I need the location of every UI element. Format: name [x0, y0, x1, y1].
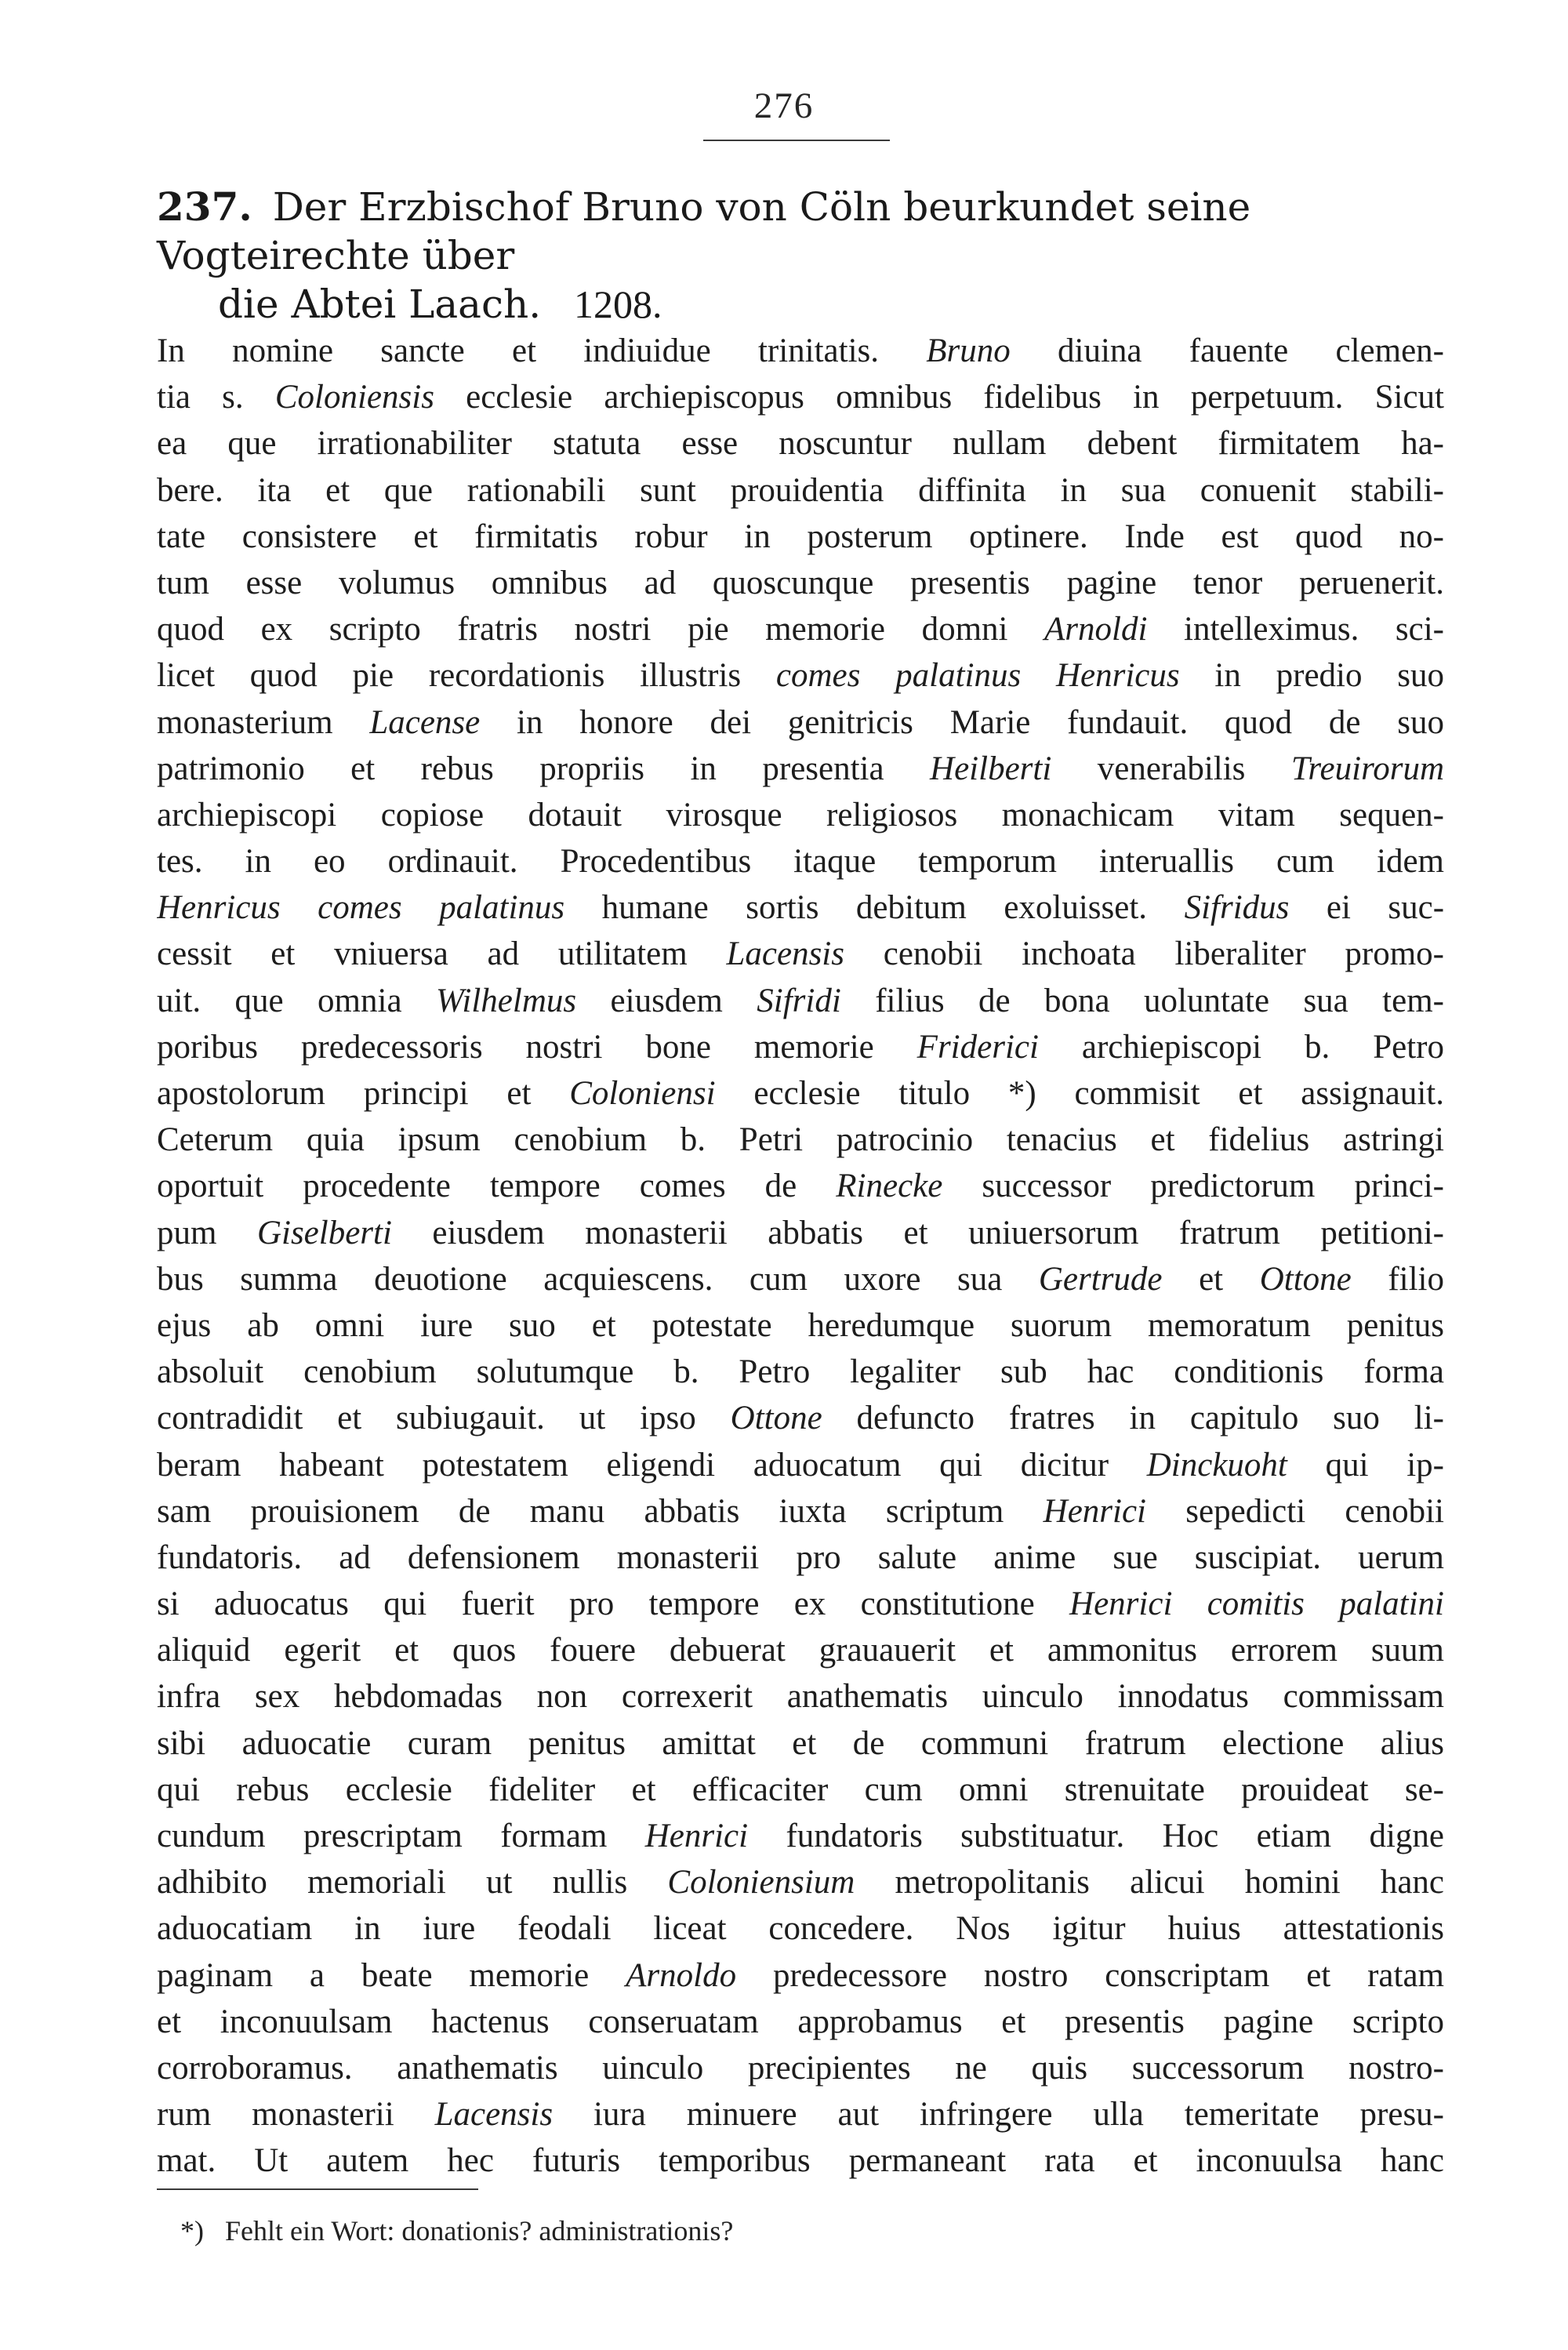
- footnote-rule: [157, 2188, 478, 2190]
- text-line: oportuit procedente tempore comes de Rinecke successor predictorum princi-: [157, 1168, 1444, 1205]
- italic-name: Arnoldo: [626, 1956, 737, 1994]
- footnote-text: Fehlt ein Wort: donationis? administrationis?: [225, 2215, 734, 2246]
- heading-line-2-wrap: [157, 280, 1443, 329]
- italic-name: Ottone: [1259, 1260, 1352, 1298]
- text-line: In nomine sancte et indiuidue trinitatis. Bruno diuina fauente clemen-: [157, 332, 1444, 369]
- italic-name: Friderici: [916, 1028, 1039, 1066]
- text-line: et inconuulsam hactenus conseruatam approbamus et presentis pagine scripto: [157, 2003, 1444, 2040]
- document-year: 1208.: [574, 282, 662, 326]
- text-line: qui rebus ecclesie fideliter et efficaciter cum omni strenuitate prouideat se-: [157, 1771, 1444, 1808]
- text-line: Ceterum quia ipsum cenobium b. Petri patrocinio tenacius et fidelius astringi: [157, 1121, 1444, 1159]
- text-line: paginam a beate memorie Arnoldo predecessore nostro conscriptam et ratam: [157, 1956, 1444, 1994]
- footnote-marker: *): [180, 2215, 204, 2246]
- text-line: sibi aduocatie curam penitus amittat et de communi fratrum electione alius: [157, 1724, 1444, 1762]
- text-line: aliquid egerit et quos fouere debuerat grauauerit et ammonitus errorem suum: [157, 1632, 1444, 1669]
- page-number-rule: [703, 140, 890, 141]
- text-line: rum monasterii Lacensis iura minuere aut infringere ulla temeritate presu-: [157, 2096, 1444, 2134]
- text-line: Henricus comes palatinus humane sortis debitum exoluisset. Sifridus ei suc-: [157, 889, 1444, 927]
- italic-name: Lacensis: [726, 935, 844, 973]
- italic-name: Sifridi: [757, 982, 841, 1019]
- text-line: ea que irrationabiliter statuta esse noscuntur nullam debent firmitatem ha-: [157, 425, 1444, 463]
- text-line: tes. in eo ordinauit. Procedentibus itaque temporum interuallis cum idem: [157, 843, 1444, 881]
- text-line: beram habeant potestatem eligendi aduocatum qui dicitur Dinckuoht qui ip-: [157, 1446, 1444, 1484]
- text-line: poribus predecessoris nostri bone memorie Friderici archiepiscopi b. Petro: [157, 1028, 1444, 1066]
- italic-name: Arnoldi: [1044, 611, 1148, 648]
- text-line: bus summa deuotione acquiescens. cum uxore sua Gertrude et Ottone filio: [157, 1260, 1444, 1298]
- text-line: quod ex scripto fratris nostri pie memorie domni Arnoldi intelleximus. sci-: [157, 611, 1444, 648]
- italic-name: Bruno: [926, 332, 1011, 369]
- text-line: pum Giselberti eiusdem monasterii abbatis et uniuersorum fratrum petitioni-: [157, 1214, 1444, 1251]
- italic-name: comes palatinus Henricus: [775, 657, 1180, 695]
- text-line: patrimonio et rebus propriis in presentia Heilberti venerabilis Treuirorum: [157, 750, 1444, 787]
- text-line: tate consistere et firmitatis robur in posterum optinere. Inde est quod no-: [157, 518, 1444, 555]
- text-line: cessit et vniuersa ad utilitatem Lacensis cenobii inchoata liberaliter promo-: [157, 935, 1444, 973]
- text-line: aduocatiam in iure feodali liceat concedere. Nos igitur huius attestationis: [157, 1910, 1444, 1948]
- italic-name: Henrici: [1043, 1492, 1147, 1530]
- footnote: [180, 2211, 733, 2250]
- text-line: si aduocatus qui fuerit pro tempore ex constitutione Henrici comitis palatini: [157, 1585, 1444, 1623]
- document-heading: [157, 183, 1443, 329]
- text-line: apostolorum principi et Coloniensi ecclesie titulo *) commisit et assignauit.: [157, 1075, 1444, 1112]
- text-line: corroboramus. anathematis uinculo precipientes ne quis successorum nostro-: [157, 2049, 1444, 2087]
- page-number: 276: [753, 85, 815, 126]
- italic-name: Dinckuoht: [1146, 1446, 1287, 1484]
- text-line: fundatoris. ad defensionem monasterii pro salute anime sue suscipiat. uerum: [157, 1538, 1444, 1576]
- italic-name: Lacense: [369, 703, 481, 741]
- text-line: contradidit et subiugauit. ut ipso Ottone defuncto fratres in capitulo suo li-: [157, 1400, 1444, 1437]
- text-line: sam prouisionem de manu abbatis iuxta scriptum Henrici sepedicti cenobii: [157, 1492, 1444, 1530]
- italic-name: Gertrude: [1038, 1260, 1163, 1298]
- text-line: tum esse volumus omnibus ad quoscunque presentis pagine tenor peruenerit.: [157, 564, 1444, 601]
- text-line: tia s. Coloniensis ecclesie archiepiscopus omnibus fidelibus in perpetuum. Sicut: [157, 379, 1444, 416]
- italic-name: Heilberti: [930, 750, 1052, 787]
- italic-name: Lacensis: [434, 2096, 554, 2134]
- italic-name: Henrici: [644, 1818, 749, 1854]
- italic-name: Wilhelmus: [435, 982, 577, 1019]
- text-line: bere. ita et que rationabili sunt prouidentia diffinita in sua conuenit stabili-: [157, 471, 1444, 509]
- heading-line-2: die Abtei Laach.: [218, 281, 542, 327]
- text-line: mat. Ut autem hec futuris temporibus permaneant rata et inconuulsa hanc: [157, 2142, 1444, 2180]
- document-number: 237.: [157, 183, 252, 230]
- text-line: archiepiscopi copiose dotauit virosque religiosos monachicam vitam sequen-: [157, 796, 1444, 834]
- text-line: licet quod pie recordationis illustris comes palatinus Henricus in predio suo: [157, 657, 1444, 695]
- italic-name: Coloniensi: [569, 1075, 716, 1112]
- italic-name: Treuirorum: [1290, 750, 1444, 787]
- italic-name: Henrici comitis palatini: [1069, 1585, 1444, 1623]
- italic-name: Rinecke: [836, 1168, 943, 1205]
- charter-text: [157, 328, 1444, 2185]
- text-line: cundum prescriptam formam Henrici fundatoris substituatur. Hoc etiam digne: [157, 1818, 1444, 1854]
- text-line: uit. que omnia Wilhelmus eiusdem Sifridi filius de bona uoluntate sua tem-: [157, 982, 1444, 1019]
- italic-name: Sifridus: [1184, 889, 1290, 927]
- italic-name: Coloniensium: [667, 1864, 855, 1901]
- italic-name: Henricus comes palatinus: [157, 889, 565, 927]
- italic-name: Coloniensis: [274, 379, 434, 416]
- heading-line-1: Der Erzbischof Bruno von Cöln beurkundet seine Vogteirechte über: [157, 184, 1251, 278]
- text-line: adhibito memoriali ut nullis Coloniensium metropolitanis alicui homini hanc: [157, 1864, 1444, 1901]
- italic-name: Ottone: [730, 1400, 822, 1437]
- text-line: monasterium Lacense in honore dei genitricis Marie fundauit. quod de suo: [157, 703, 1444, 741]
- text-line: ejus ab omni iure suo et potestate heredumque suorum memoratum penitus: [157, 1306, 1444, 1344]
- text-line: infra sex hebdomadas non correxerit anathematis uinculo innodatus commissam: [157, 1678, 1444, 1716]
- italic-name: Giselberti: [256, 1214, 392, 1251]
- text-line: absoluit cenobium solutumque b. Petro legaliter sub hac conditionis forma: [157, 1353, 1444, 1391]
